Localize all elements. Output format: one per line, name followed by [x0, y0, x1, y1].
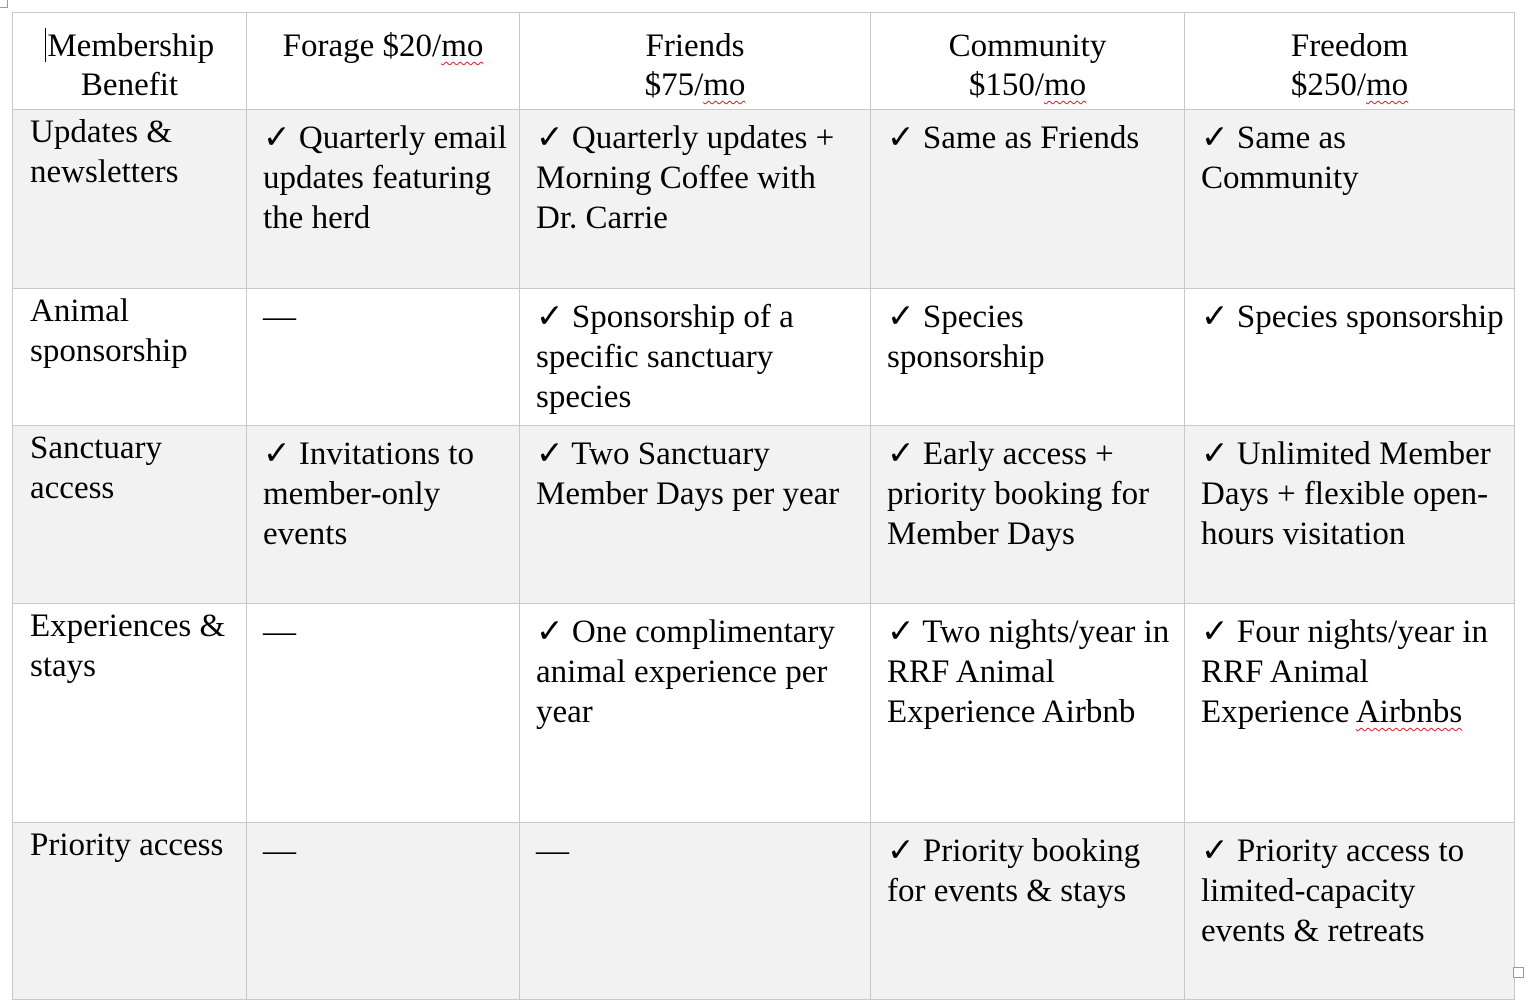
header-membership-benefit[interactable] [13, 13, 247, 110]
cell-sponsorship-freedom[interactable]: ✓ Species sponsorship [1185, 289, 1515, 426]
header-community-name: Community [948, 28, 1107, 64]
cell-sanctuary-forage[interactable]: ✓ Invitations to member-only events [247, 426, 520, 604]
header-friends-unit: mo [703, 67, 746, 103]
cell-experiences-community[interactable]: ✓ Two nights/year in RRF Animal Experience Airbnb [871, 604, 1185, 823]
cell-sponsorship-friends[interactable]: ✓ Sponsorship of a specific sanctuary species [520, 289, 871, 426]
row-label-updates[interactable]: Updates & newsletters [13, 110, 247, 289]
cell-sanctuary-freedom[interactable]: ✓ Unlimited Member Days + flexible open-hours visitation [1185, 426, 1515, 604]
header-community-price: $150/ [968, 67, 1044, 103]
cell-sponsorship-community[interactable]: ✓ Species sponsorship [871, 289, 1185, 426]
cell-updates-community[interactable]: ✓ Same as Friends [871, 110, 1185, 289]
cell-priority-friends[interactable]: — [520, 823, 871, 1000]
cell-sanctuary-community[interactable]: ✓ Early access + priority booking for Member Days [871, 426, 1185, 604]
membership-benefits-table [12, 12, 1515, 1000]
table-header-row [13, 13, 1515, 110]
header-forage-name: Forage [282, 28, 375, 64]
cell-experiences-friends[interactable]: ✓ One complimentary animal experience per year [520, 604, 871, 823]
header-forage-price: $20/ [382, 28, 442, 64]
cell-experiences-forage[interactable]: — [247, 604, 520, 823]
table-row-sponsorship [13, 289, 1515, 426]
cell-experiences-freedom-text: ✓ Four nights/year in RRF Animal Experience [1201, 614, 1489, 730]
row-label-sanctuary-access[interactable]: Sanctuary access [13, 426, 247, 604]
cell-updates-freedom[interactable]: ✓ Same as Community [1185, 110, 1515, 289]
cell-experiences-freedom-airbnbs: Airbnbs [1355, 694, 1463, 730]
header-forage-unit: mo [441, 28, 484, 64]
header-friends-price: $75/ [644, 67, 704, 103]
cell-priority-forage[interactable]: — [247, 823, 520, 1000]
table-move-handle[interactable] [0, 0, 8, 8]
header-freedom-name: Freedom [1290, 28, 1409, 64]
row-label-experiences[interactable]: Experiences & stays [13, 604, 247, 823]
row-label-sponsorship[interactable]: Animal sponsorship [13, 289, 247, 426]
header-freedom-price: $250/ [1290, 67, 1366, 103]
header-benefit-line2: Benefit [80, 67, 179, 103]
header-friends-name: Friends [645, 28, 745, 64]
cell-priority-freedom[interactable]: ✓ Priority access to limited-capacity events & retreats [1185, 823, 1515, 1000]
cell-sponsorship-forage[interactable]: — [247, 289, 520, 426]
header-community-unit: mo [1044, 67, 1087, 103]
cell-experiences-freedom[interactable] [1185, 604, 1515, 823]
table-row-sanctuary-access [13, 426, 1515, 604]
header-friends[interactable] [520, 13, 871, 110]
header-freedom-unit: mo [1366, 67, 1409, 103]
table-row-experiences [13, 604, 1515, 823]
header-community[interactable] [871, 13, 1185, 110]
table-row-updates [13, 110, 1515, 289]
table-resize-handle[interactable] [1513, 967, 1524, 978]
cell-priority-community[interactable]: ✓ Priority booking for events & stays [871, 823, 1185, 1000]
cell-updates-forage[interactable]: ✓ Quarterly email updates featuring the herd [247, 110, 520, 289]
header-freedom[interactable] [1185, 13, 1515, 110]
cell-updates-friends[interactable]: ✓ Quarterly updates + Morning Coffee with Dr. Carrie [520, 110, 871, 289]
header-forage[interactable] [247, 13, 520, 110]
header-benefit-line1: Membership [47, 28, 215, 64]
row-label-priority[interactable]: Priority access [13, 823, 247, 1000]
table-row-priority [13, 823, 1515, 1000]
cell-sanctuary-friends[interactable]: ✓ Two Sanctuary Member Days per year [520, 426, 871, 604]
